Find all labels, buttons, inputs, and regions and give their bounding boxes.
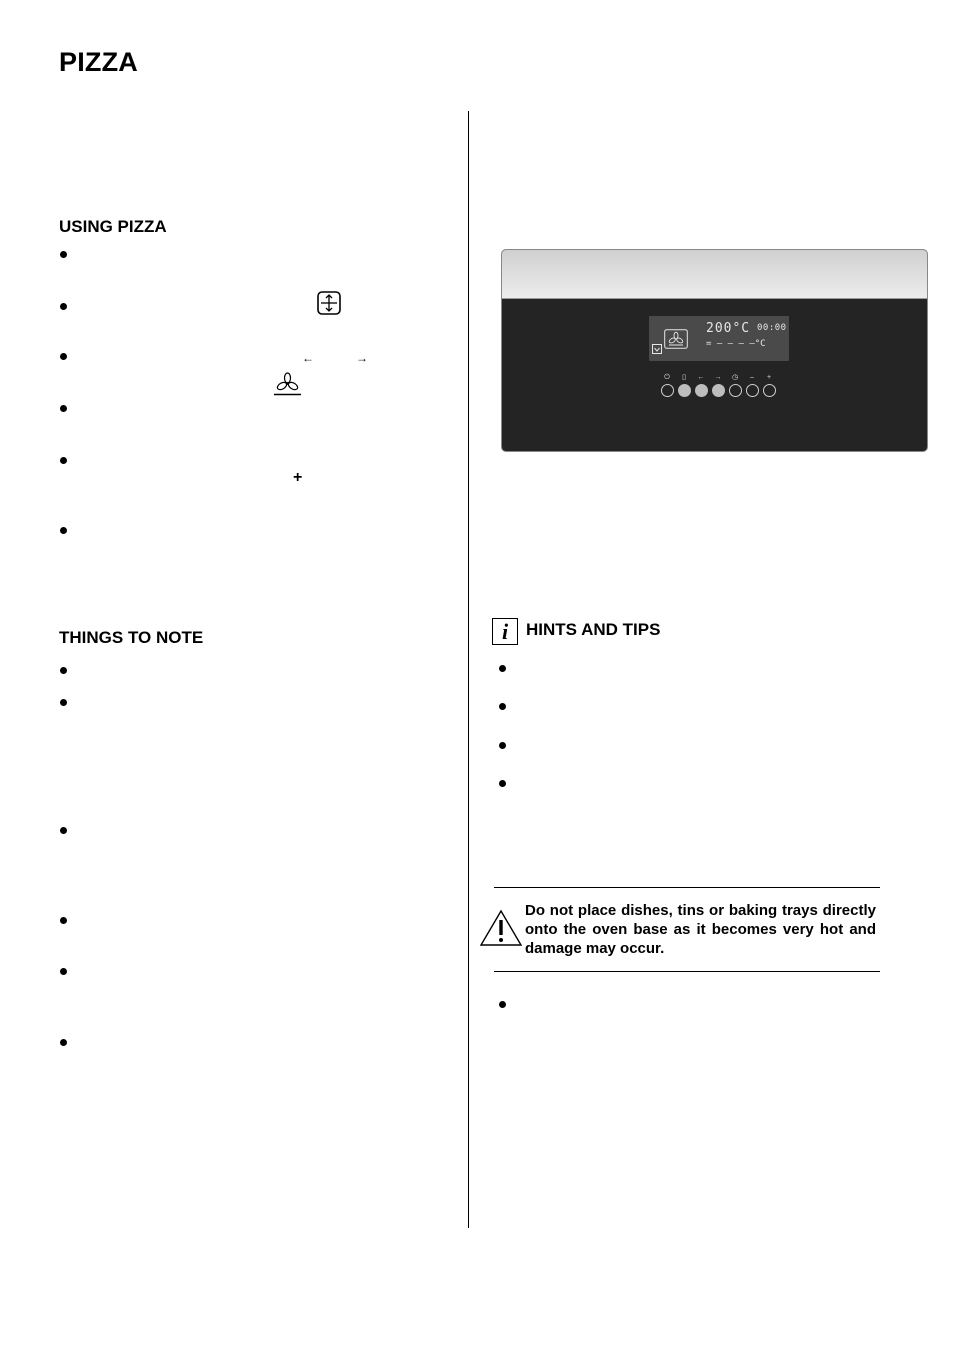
bullet-dot — [499, 780, 506, 787]
bullet-dot — [60, 353, 67, 360]
bullet-dot — [499, 665, 506, 672]
column-divider — [468, 111, 469, 1228]
bullet-dot — [60, 527, 67, 534]
bullet-dot — [60, 457, 67, 464]
plus-button — [763, 384, 776, 397]
bullet-dot — [60, 303, 67, 310]
power-button-label: ⏻ — [664, 374, 670, 381]
bullet-dot — [60, 667, 67, 674]
bullet-dot — [60, 827, 67, 834]
bullet-dot — [60, 405, 67, 412]
panel-display — [649, 316, 789, 361]
oven-control-panel — [501, 249, 928, 452]
right-button-label: → — [714, 374, 722, 381]
things-to-note-heading: THINGS TO NOTE — [59, 628, 204, 647]
arrow-right-icon: → — [356, 351, 368, 365]
minus-button — [746, 384, 759, 397]
light-button-label: ▯ — [682, 374, 686, 381]
bullet-dot — [60, 917, 67, 924]
left-button-label: ← — [697, 374, 705, 381]
clock-button-label: ◷ — [731, 374, 739, 381]
display-time: 00:00 — [757, 323, 787, 333]
bullet-dot — [60, 968, 67, 975]
light-button — [678, 384, 691, 397]
page-title: PIZZA — [59, 47, 138, 77]
pizza-fan-icon — [273, 372, 302, 401]
bullet-dot — [60, 1039, 67, 1046]
door-icon — [652, 341, 662, 359]
minus-button-label: – — [750, 374, 754, 381]
hints-and-tips-heading: HINTS AND TIPS — [526, 620, 661, 639]
panel-top-strip — [502, 250, 927, 299]
info-icon: i — [492, 618, 518, 645]
bullet-dot — [60, 251, 67, 258]
plus-symbol: + — [293, 469, 303, 486]
power-button — [661, 384, 674, 397]
plus-button-label: + — [766, 374, 772, 381]
bullet-dot — [499, 1001, 506, 1008]
pizza-display-icon — [664, 329, 688, 354]
display-temperature: 200°C — [706, 321, 751, 336]
right-button — [712, 384, 725, 397]
warning-triangle-icon — [479, 909, 523, 952]
bullet-dot — [499, 703, 506, 710]
bullet-dot — [499, 742, 506, 749]
warning-box — [494, 887, 880, 972]
clock-button — [729, 384, 742, 397]
bullet-dot — [60, 699, 67, 706]
warning-text: Do not place dishes, tins or baking trays directly onto the oven base as it becomes very hot and damage may occur. — [525, 902, 876, 957]
arrow-left-icon: ← — [302, 351, 314, 365]
using-pizza-heading: USING PIZZA — [59, 217, 167, 236]
display-dashes: = – – – –°C — [706, 339, 766, 349]
oven-function-icon — [317, 291, 341, 320]
left-button — [695, 384, 708, 397]
